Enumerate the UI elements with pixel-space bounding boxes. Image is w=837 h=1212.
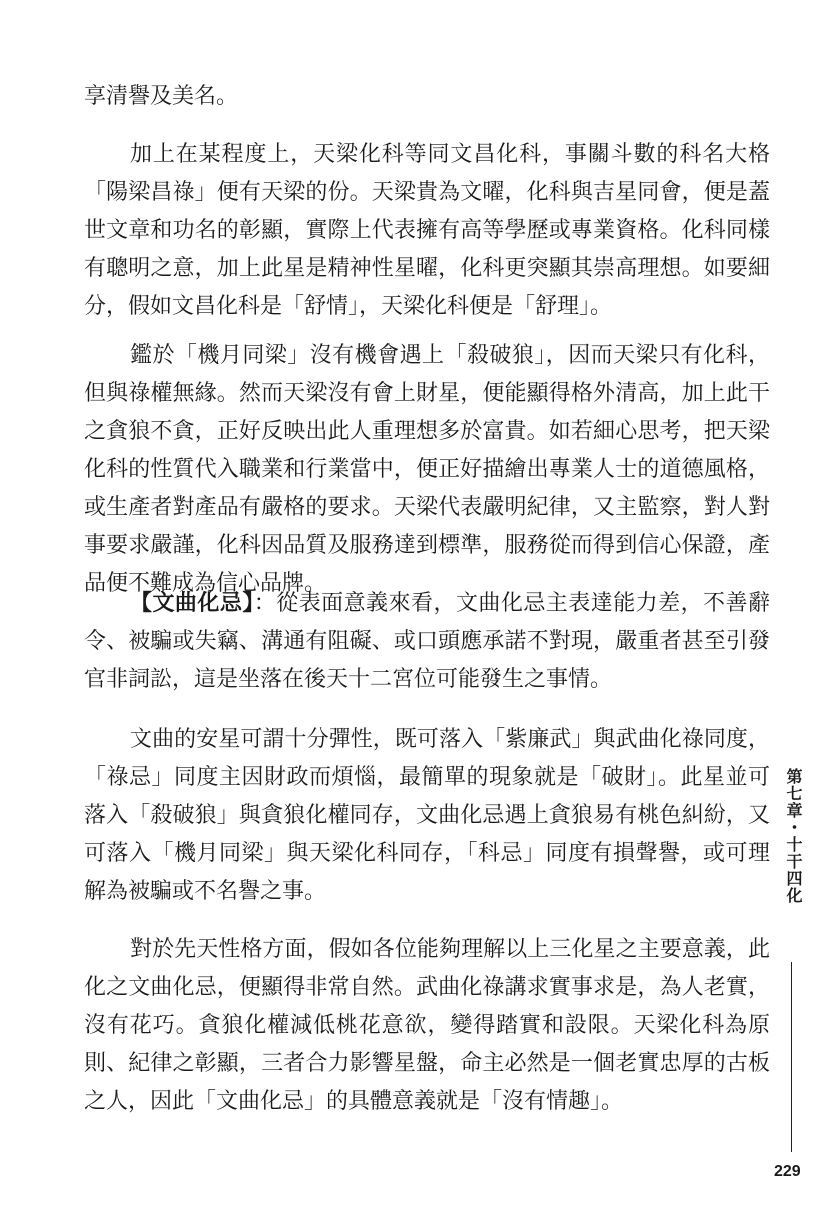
text-line: 加上在某程度上，天梁化科等同文昌化科，事關斗數的科名大格	[130, 142, 770, 167]
section-heading: 【文曲化忌】	[130, 591, 254, 616]
text-line	[84, 589, 770, 619]
text-line: 但與祿權無緣。然而天梁沒有會上財星，便能顯得格外清高，加上此干	[84, 381, 770, 406]
text-line: 「陽梁昌祿」便有天梁的份。天梁貴為文曜，化科與吉星同會，便是蓋	[84, 180, 770, 205]
text-line: 對於先天性格方面，假如各位能夠理解以上三化星之主要意義，此	[130, 937, 770, 962]
text-line: 解為被騙或不名譽之事。	[84, 879, 327, 904]
text-line: 可落入「機月同梁」與天梁化科同存，「科忌」同度有損聲譽，或可理	[84, 841, 770, 866]
text-line: 享清譽及美名。	[84, 84, 239, 109]
text-line: 落入「殺破狼」與貪狼化權同存，文曲化忌遇上貪狼易有桃色糾紛，又	[84, 803, 770, 828]
text-line: 化科的性質代入職業和行業當中，便正好描繪出專業人士的道德風格，	[84, 457, 770, 482]
text-line: 分，假如文昌化科是「舒情」，天梁化科便是「舒理」。	[84, 294, 613, 319]
text-line: 事要求嚴謹，化科因品質及服務達到標準，服務從而得到信心保證，產	[84, 533, 770, 558]
side-divider-line	[791, 962, 792, 1152]
text-line: 令、被騙或失竊、溝通有阻礙、或口頭應承諾不對現，嚴重者甚至引發	[84, 629, 770, 654]
text-line: 有聰明之意，加上此星是精神性星曜，化科更突顯其崇高理想。如要細	[84, 256, 770, 281]
text-line: 沒有花巧。貪狼化權減低桃花意欲，變得踏實和設限。天梁化科為原	[84, 1013, 770, 1038]
text-line: 文曲的安星可謂十分彈性，既可落入「紫廉武」與武曲化祿同度，	[130, 727, 770, 752]
text-line: 品便不難成為信心品牌。	[84, 571, 327, 596]
text-line: 「祿忌」同度主因財政而煩惱，最簡單的現象就是「破財」。此星並可	[84, 765, 770, 790]
text-line: 之貪狼不貪，正好反映出此人重理想多於富貴。如若細心思考，把天梁	[84, 419, 770, 444]
text-line: 或生產者對產品有嚴格的要求。天梁代表嚴明紀律，又主監察，對人對	[84, 495, 770, 520]
text-line: 化之文曲化忌，便顯得非常自然。武曲化祿講求實事求是，為人老實，	[84, 975, 770, 1000]
text-line: 之人，因此「文曲化忌」的具體意義就是「沒有情趣」。	[84, 1089, 624, 1114]
text-line: 則、紀律之彰顯，三者合力影響星盤，命主必然是一個老實忠厚的古板	[84, 1051, 770, 1076]
chapter-side-tab: 第七章・十干四化	[784, 768, 803, 904]
text-span: ：從表面意義來看，文曲化忌主表達能力差，不善辭	[253, 591, 770, 616]
text-line: 鑑於「機月同梁」沒有機會遇上「殺破狼」，因而天梁只有化科，	[130, 343, 770, 368]
text-line: 世文章和功名的彰顯，實際上代表擁有高等學歷或專業資格。化科同樣	[84, 218, 770, 243]
page-number: 229	[774, 1163, 801, 1180]
text-line: 官非詞訟，這是坐落在後天十二宮位可能發生之事情。	[84, 667, 613, 692]
